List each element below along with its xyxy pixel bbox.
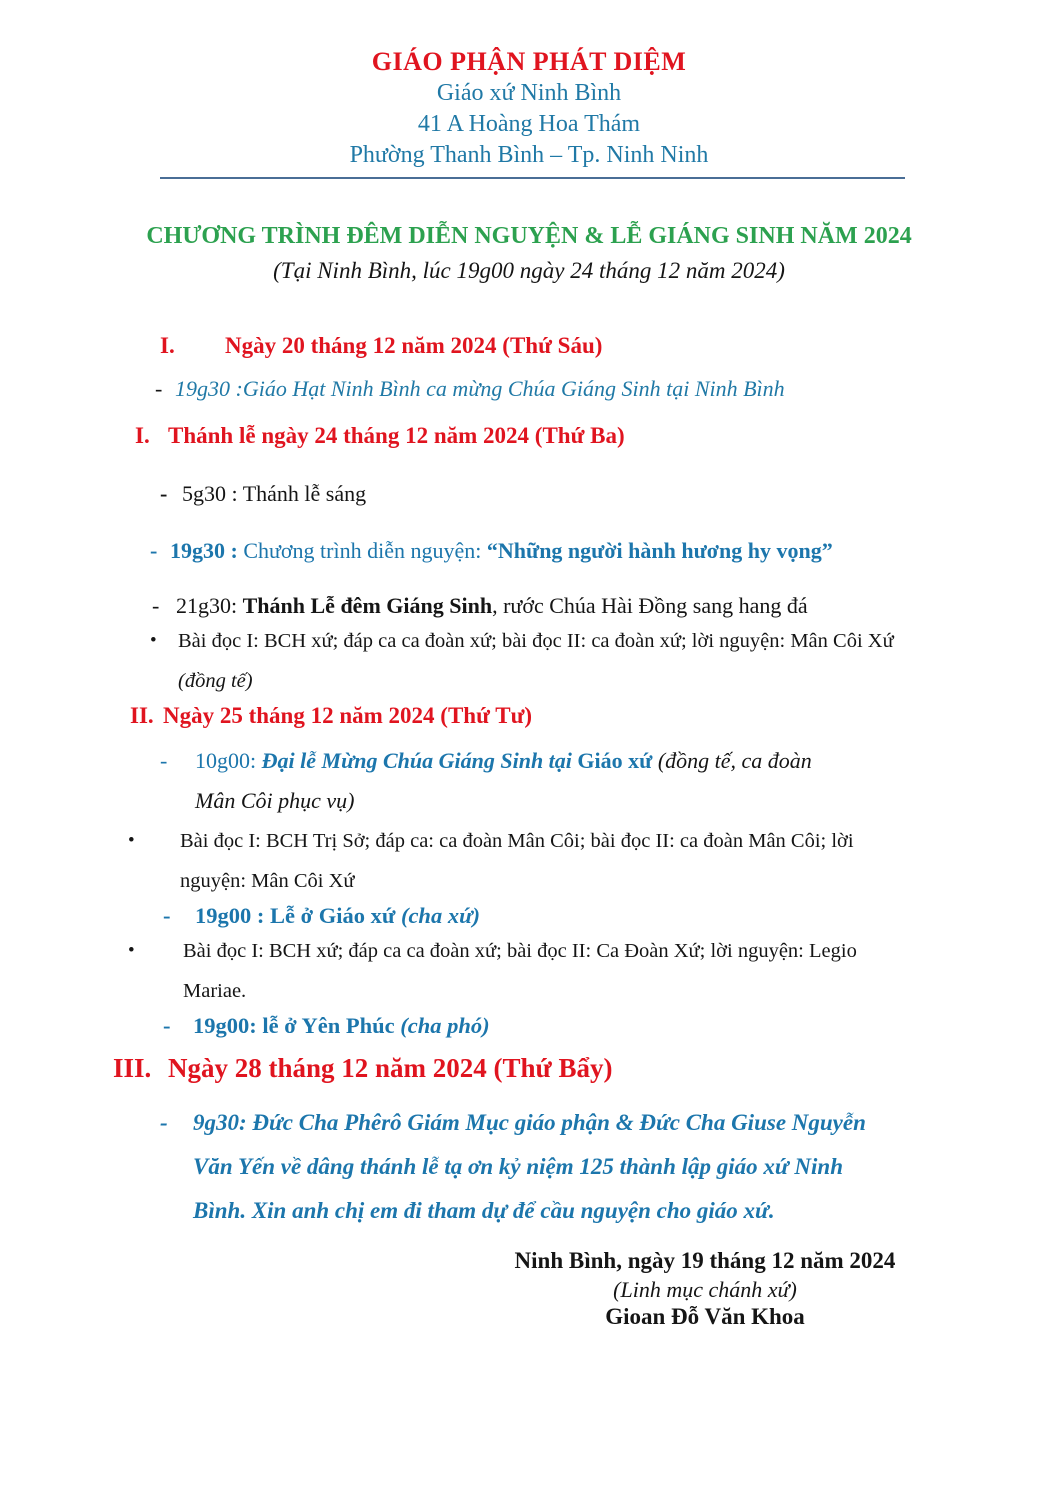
signature-block (490, 1246, 920, 1331)
christmas-day-mass-item (160, 741, 1058, 821)
readings-note-1-line1: Bài đọc I: BCH xứ; đáp ca ca đoàn xứ; bài đọc II: ca đoàn xứ; lời nguyện: Mân Côi Xứ (178, 630, 894, 652)
jubilee-mass-item (160, 1101, 1058, 1233)
signature-name: Gioan Đỗ Văn Khoa (605, 1304, 805, 1329)
section-1-item-text: 19g30 :Giáo Hạt Ninh Bình ca mừng Chúa Giáng Sinh tại Ninh Bình (175, 376, 785, 401)
readings-note-2-line1: Bài đọc I: BCH Trị Sở; đáp ca: ca đoàn Mân Côi; bài đọc II: ca đoàn Mân Côi; lời (180, 830, 854, 852)
christmas-day-mass-text (195, 741, 812, 821)
readings-note-3 (128, 931, 1058, 1011)
bullet-icon: • (150, 630, 157, 651)
section-1-heading-text: Ngày 20 tháng 12 năm 2024 (Thứ Sáu) (225, 333, 603, 358)
dash-marker: - (152, 593, 160, 618)
section-1-item (155, 374, 1058, 404)
morning-mass-text: 5g30 : Thánh lễ sáng (182, 481, 367, 506)
midnight-time: 21g30: (176, 593, 243, 618)
midnight-mass-text (176, 591, 808, 621)
dash-marker: - (155, 376, 163, 401)
dash-marker: - (160, 748, 168, 773)
midnight-mass-rest: , rước Chúa Hài Đồng sang hang đá (492, 593, 808, 618)
vigil-program-item (150, 536, 1058, 566)
parish-name: Giáo xứ Ninh Bình (436, 80, 622, 106)
diocese-title: GIÁO PHẬN PHÁT DIỆM (371, 47, 687, 76)
jubilee-line1: 9g30: Đức Cha Phêrô Giám Mục giáo phận & Đức Cha Giuse Nguyễn (193, 1110, 866, 1135)
mass2-text: 19g00 : Lễ ở Giáo xứ (195, 903, 401, 928)
morning-mass-item (160, 479, 1058, 509)
section-2-heading (135, 421, 1058, 451)
address-line: 41 A Hoàng Hoa Thám (417, 111, 641, 137)
signature-place-date: Ninh Bình, ngày 19 tháng 12 năm 2024 (514, 1248, 896, 1273)
readings-note-3-text (183, 931, 857, 1011)
header-divider-rule (160, 177, 905, 179)
section-4-heading (113, 1050, 1058, 1086)
readings-note-1 (150, 621, 1058, 701)
section-1-heading (160, 331, 1058, 361)
vigil-theme-quote: “Những người hành hương hy vọng” (486, 538, 833, 563)
section-2-heading-text: Thánh lễ ngày 24 tháng 12 năm 2024 (Thứ Ba) (168, 423, 625, 448)
readings-note-2-line2: nguyện: Mân Côi Xứ (180, 870, 355, 892)
mass2-celebrant: (cha xứ) (400, 903, 481, 928)
bullet-icon: • (128, 940, 135, 961)
bullet-icon: • (128, 830, 135, 851)
midnight-mass-title: Thánh Lễ đêm Giáng Sinh (242, 593, 493, 618)
mass1-time: 10g00: (195, 748, 262, 773)
readings-note-1-line2: (đồng tế) (178, 670, 253, 692)
vigil-program-text (170, 536, 833, 566)
section-3-heading-text: Ngày 25 tháng 12 năm 2024 (Thứ Tư) (163, 703, 533, 728)
dash-marker: - (163, 1013, 171, 1038)
mass3-celebrant: (cha phó) (400, 1013, 490, 1038)
vigil-time: 19g30 : (170, 538, 238, 563)
yen-phuc-mass-text (193, 1011, 490, 1041)
section-4-heading-text: Ngày 28 tháng 12 năm 2024 (Thứ Bẩy) (168, 1053, 613, 1083)
letterhead (0, 46, 1058, 179)
dash-marker: - (163, 903, 171, 928)
evening-parish-mass-text (195, 901, 480, 931)
jubilee-line3: Bình. Xin anh chị em đi tham dự để cầu nguyện cho giáo xứ. (193, 1198, 775, 1223)
mass1-title-italic: Đại lễ Mừng Chúa Giáng Sinh tại (261, 748, 578, 773)
dash-marker: - (160, 481, 168, 506)
section-1-numeral: I. (160, 333, 175, 358)
readings-note-2-text (180, 821, 854, 901)
ward-line: Phường Thanh Bình – Tp. Ninh Ninh (349, 142, 709, 168)
dash-marker: - (160, 1110, 168, 1135)
jubilee-line2: Văn Yến về dâng thánh lễ tạ ơn kỷ niệm 125 thành lập giáo xứ Ninh (193, 1154, 844, 1179)
dash-marker: - (150, 538, 158, 563)
readings-note-3-line2: Mariae. (183, 980, 247, 1002)
section-4-numeral: III. (113, 1053, 152, 1083)
yen-phuc-mass-item (163, 1011, 1058, 1041)
mass3-text: 19g00: lễ ở Yên Phúc (193, 1013, 401, 1038)
evening-parish-mass-item (163, 901, 1058, 931)
mass1-title-upright: Giáo xứ (577, 748, 658, 773)
section-3-heading (130, 701, 1058, 731)
section-2-numeral: I. (135, 423, 150, 448)
readings-note-1-text (178, 621, 894, 701)
mass1-paren-line1: (đồng tế, ca đoàn (657, 748, 812, 773)
vigil-desc: Chương trình diễn nguyện: (237, 538, 487, 563)
program-subtitle: (Tại Ninh Bình, lúc 19g00 ngày 24 tháng 12 năm 2024) (273, 258, 785, 283)
mass1-paren-line2: Mân Côi phục vụ) (195, 788, 355, 813)
readings-note-3-line1: Bài đọc I: BCH xứ; đáp ca ca đoàn xứ; bài đọc II: Ca Đoàn Xứ; lời nguyện: Legio (183, 940, 857, 962)
readings-note-2 (128, 821, 1058, 901)
signature-role: (Linh mục chánh xứ) (613, 1277, 797, 1302)
jubilee-mass-text (193, 1101, 866, 1233)
section-3-numeral: II. (130, 703, 154, 728)
program-title: CHƯƠNG TRÌNH ĐÊM DIỄN NGUYỆN & LỄ GIÁNG SINH NĂM 2024 (146, 223, 912, 249)
midnight-mass-item (152, 591, 1058, 621)
